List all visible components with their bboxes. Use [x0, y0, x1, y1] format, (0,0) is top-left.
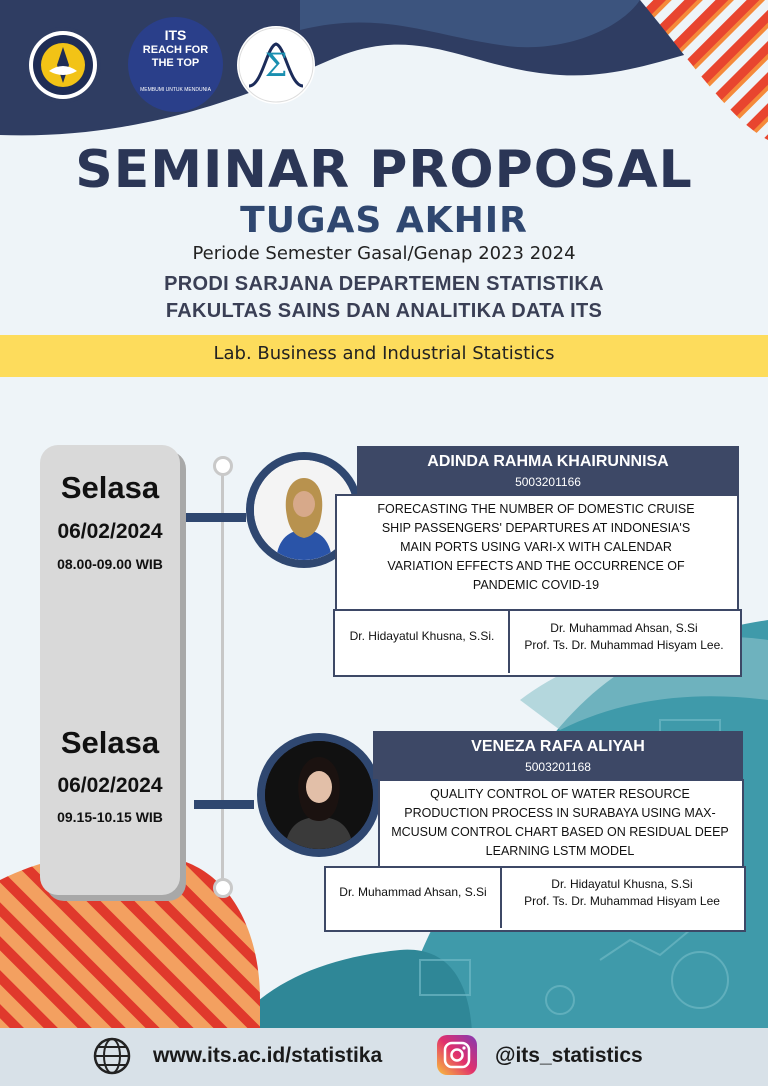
its-logo-motto: MEMBUMI UNTUK MENDUNIA [140, 87, 211, 93]
session1-title-line: PANDEMIC COVID-19 [472, 578, 600, 592]
page-title: SEMINAR PROPOSAL [75, 140, 693, 200]
page-subtitle: TUGAS AKHIR [240, 200, 528, 241]
session2-title-line: PRODUCTION PROCESS IN SURABAYA USING MAX- [404, 806, 716, 820]
period-text: Periode Semester Gasal/Genap 2023 2024 [192, 243, 576, 264]
instagram-icon [437, 1035, 477, 1075]
session2-day: Selasa [60, 725, 160, 760]
session2-photo [265, 741, 373, 849]
session2-date: 06/02/2024 [57, 774, 163, 797]
session1-supervisor2: Prof. Ts. Dr. Muhammad Hisyam Lee. [524, 638, 724, 652]
session2-title-line: QUALITY CONTROL OF WATER RESOURCE [430, 787, 690, 801]
its-logo-text: ITS [164, 27, 187, 43]
session1-title-line: MAIN PORTS USING VARI-X WITH CALENDAR [400, 540, 672, 554]
timeline-connector-1 [186, 513, 246, 522]
session1-title-line: FORECASTING THE NUMBER OF DOMESTIC CRUISE [377, 502, 695, 516]
session2-student-name: VENEZA RAFA ALIYAH [471, 738, 645, 755]
session2-title-line: LEARNING LSTM MODEL [485, 844, 635, 858]
instagram-handle[interactable]: @its_statistics [495, 1044, 643, 1067]
its-emblem-logo [25, 27, 101, 103]
timeline-connector-2 [194, 800, 254, 809]
timeline-line [221, 470, 224, 890]
session1-supervisor1: Dr. Muhammad Ahsan, S.Si [550, 621, 698, 635]
timeline-dot-top [213, 456, 233, 476]
session2-title-line: MCUSUM CONTROL CHART BASED ON RESIDUAL DEEP [391, 825, 729, 839]
session2-student-id: 5003201168 [525, 760, 591, 774]
session2-header [373, 731, 743, 779]
session1-student-id: 5003201166 [515, 475, 581, 489]
session1-date: 06/02/2024 [57, 520, 163, 543]
its-logo-slogan2: THE TOP [151, 57, 200, 69]
session2-thesis-title [380, 785, 740, 861]
faculty-text: FAKULTAS SAINS DAN ANALITIKA DATA ITS [165, 300, 603, 322]
globe-icon [92, 1036, 132, 1076]
session1-header [357, 446, 739, 494]
sigma-symbol: Σ [264, 46, 288, 84]
statistika-sigma-logo [237, 26, 315, 104]
session1-student-name: ADINDA RAHMA KHAIRUNNISA [427, 453, 669, 470]
session1-examiner: Dr. Hidayatul Khusna, S.Si. [349, 629, 495, 643]
its-logo-slogan1: REACH FOR [142, 44, 209, 56]
session2-supervisor1: Dr. Hidayatul Khusna, S.Si [551, 877, 693, 891]
session1-time: 08.00-09.00 WIB [57, 556, 163, 572]
session2-time: 09.15-10.15 WIB [57, 809, 163, 825]
date-panel [40, 445, 180, 895]
program-text: PRODI SARJANA DEPARTEMEN STATISTIKA [164, 273, 604, 295]
session1-day: Selasa [60, 470, 160, 505]
session2-examiner: Dr. Muhammad Ahsan, S.Si [339, 885, 487, 899]
session1-title-line: VARIATION EFFECTS AND THE OCCURRENCE OF [387, 559, 685, 573]
session2-supervisor2: Prof. Ts. Dr. Muhammad Hisyam Lee [524, 894, 720, 908]
timeline-dot-bottom [213, 878, 233, 898]
website-link[interactable]: www.its.ac.id/statistika [153, 1044, 383, 1067]
lab-name: Lab. Business and Industrial Statistics [213, 343, 555, 364]
session1-title-line: SHIP PASSENGERS' DEPARTURES AT INDONESIA'S [381, 521, 691, 535]
session1-thesis-title [340, 500, 732, 595]
its-reach-for-the-top-logo [128, 17, 223, 112]
